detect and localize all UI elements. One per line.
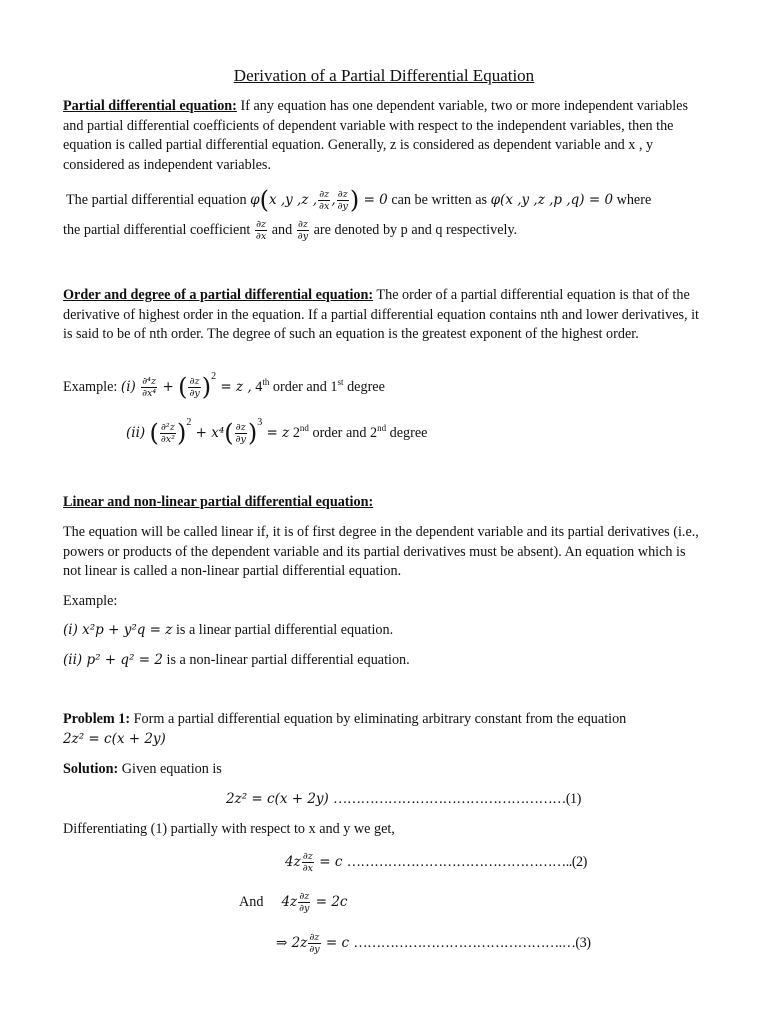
order-ex1-end: degree xyxy=(343,378,385,395)
and-equation: And 4z $\frac{\partial z}{\partial y}$ = 2c xyxy=(239,891,348,914)
linear-ex1-text: is a linear partial differential equation. xyxy=(172,622,394,638)
problem-statement xyxy=(63,710,626,730)
problem-equation: 2z² = c(x + 2y) xyxy=(63,731,166,747)
pde-line2-text-b: and xyxy=(268,221,296,238)
equation-3: ⇒ 2z $\frac{\partial z}{\partial y}$ = c ……………………………………….…(3) xyxy=(276,932,591,955)
linear-ex2-text: is a non-linear partial differential equation. xyxy=(162,652,410,668)
order-example-label: Example: xyxy=(63,378,121,395)
differentiating-text: Differentiating (1) partially with respect to x and y we get, xyxy=(63,821,395,837)
and-label: And xyxy=(239,893,264,910)
problem-label: Problem 1: xyxy=(63,711,131,727)
order-example-1: Example: (i) $\frac{\text{∂⁴z}}{\text{∂x⁴}}$ + ( $\frac{\partial z}{\partial y}$ )$^2$ = z , 4th order and 1st degree xyxy=(63,370,385,401)
equation-3-dots: ……………………………………….…(3) xyxy=(353,934,591,951)
pde-definition-text: If any equation has one dependent variable, two or more independent variables and partial differential coefficients of dependent variable with respect to the independent variables, then the equation is called partial differential equation. Generally, z is considered as dependent variable and x , y considered as independent variables. xyxy=(63,98,688,173)
linear-example-2: (ii) p² + q² = 2 is a non-linear partial differential equation. xyxy=(63,652,410,668)
pde-line2-text-a: the partial differential coefficient xyxy=(63,221,254,238)
order-degree-paragraph xyxy=(63,286,703,345)
page-title: Derivation of a Partial Differential Equation xyxy=(233,66,535,85)
equation-2: 4z $\frac{\partial z}{\partial x}$ = c …………………………………………..(2) xyxy=(285,851,587,874)
linear-heading: Linear and non-linear partial differential equation: xyxy=(63,494,374,510)
linear-paragraph: The equation will be called linear if, it is of first degree in the dependent variable and its partial derivatives (i.e., powers or products of the dependent variable and its partial derivatives must be absent). An equation which is not linear is called a non-linear partial differential equation. xyxy=(63,524,699,579)
solution-line xyxy=(63,760,222,780)
linear-example-label: Example: xyxy=(63,593,118,609)
order-ex2-end: degree xyxy=(386,424,428,441)
pde-heading: Partial differential equation: xyxy=(63,98,237,114)
linear-example-1: (i) x²p + y²q = z is a linear partial differential equation. xyxy=(63,622,394,638)
pde-general-form-line: The partial differential equation φ(x ,y ,z , $\frac{\partial z}{\partial x}$ , $\frac{\partial z}{\partial y}$ ) = 0 can be written as φ(x ,y ,z ,p ,q) = 0 where xyxy=(66,185,652,214)
order-degree-heading: Order and degree of a partial differential equation: xyxy=(63,287,374,303)
solution-label: Solution: xyxy=(63,761,119,777)
order-ex2-text: order and 2 xyxy=(308,424,378,441)
equation-2-dots: …………………………………………..(2) xyxy=(346,853,587,870)
pde-line2-text-c: are denoted by p and q respectively. xyxy=(310,221,518,238)
pde-line1-text-a: The partial differential equation xyxy=(66,191,251,208)
pde-line1-text-b: can be written as xyxy=(387,191,491,208)
pde-pq-line: the partial differential coefficient $\frac{\partial z}{\partial x}$ and $\frac{\partial z}{\partial y}$ are denoted by p and q respectively. xyxy=(63,219,518,242)
problem-text: Form a partial differential equation by eliminating arbitrary constant from the equation xyxy=(130,711,627,727)
equation-1-dots: ……………………………………………(1) xyxy=(333,791,581,807)
pde-definition-paragraph xyxy=(63,97,703,175)
pde-line1-text-c: where xyxy=(613,191,652,208)
solution-text: Given equation is xyxy=(118,761,222,777)
order-ex1-text: order and 1 xyxy=(272,378,338,395)
equation-1: 2z² = c(x + 2y) ……………………………………………(1) xyxy=(226,791,581,807)
order-example-2: (ii) ( $\frac{\text{∂²z}}{\text{∂x²}}$ )$^2$ + x⁴( $\frac{\partial z}{\partial y}$ )$^3$ = z 2nd order and 2nd degree xyxy=(126,416,428,447)
order-degree-text: The order of a partial differential equation is that of the derivative of highest order in the equation. If a partial differential equation contains nth and lower derivatives, it is said to be of nth order. The degree of such an equation is the greatest exponent of the highest order. xyxy=(63,287,699,342)
